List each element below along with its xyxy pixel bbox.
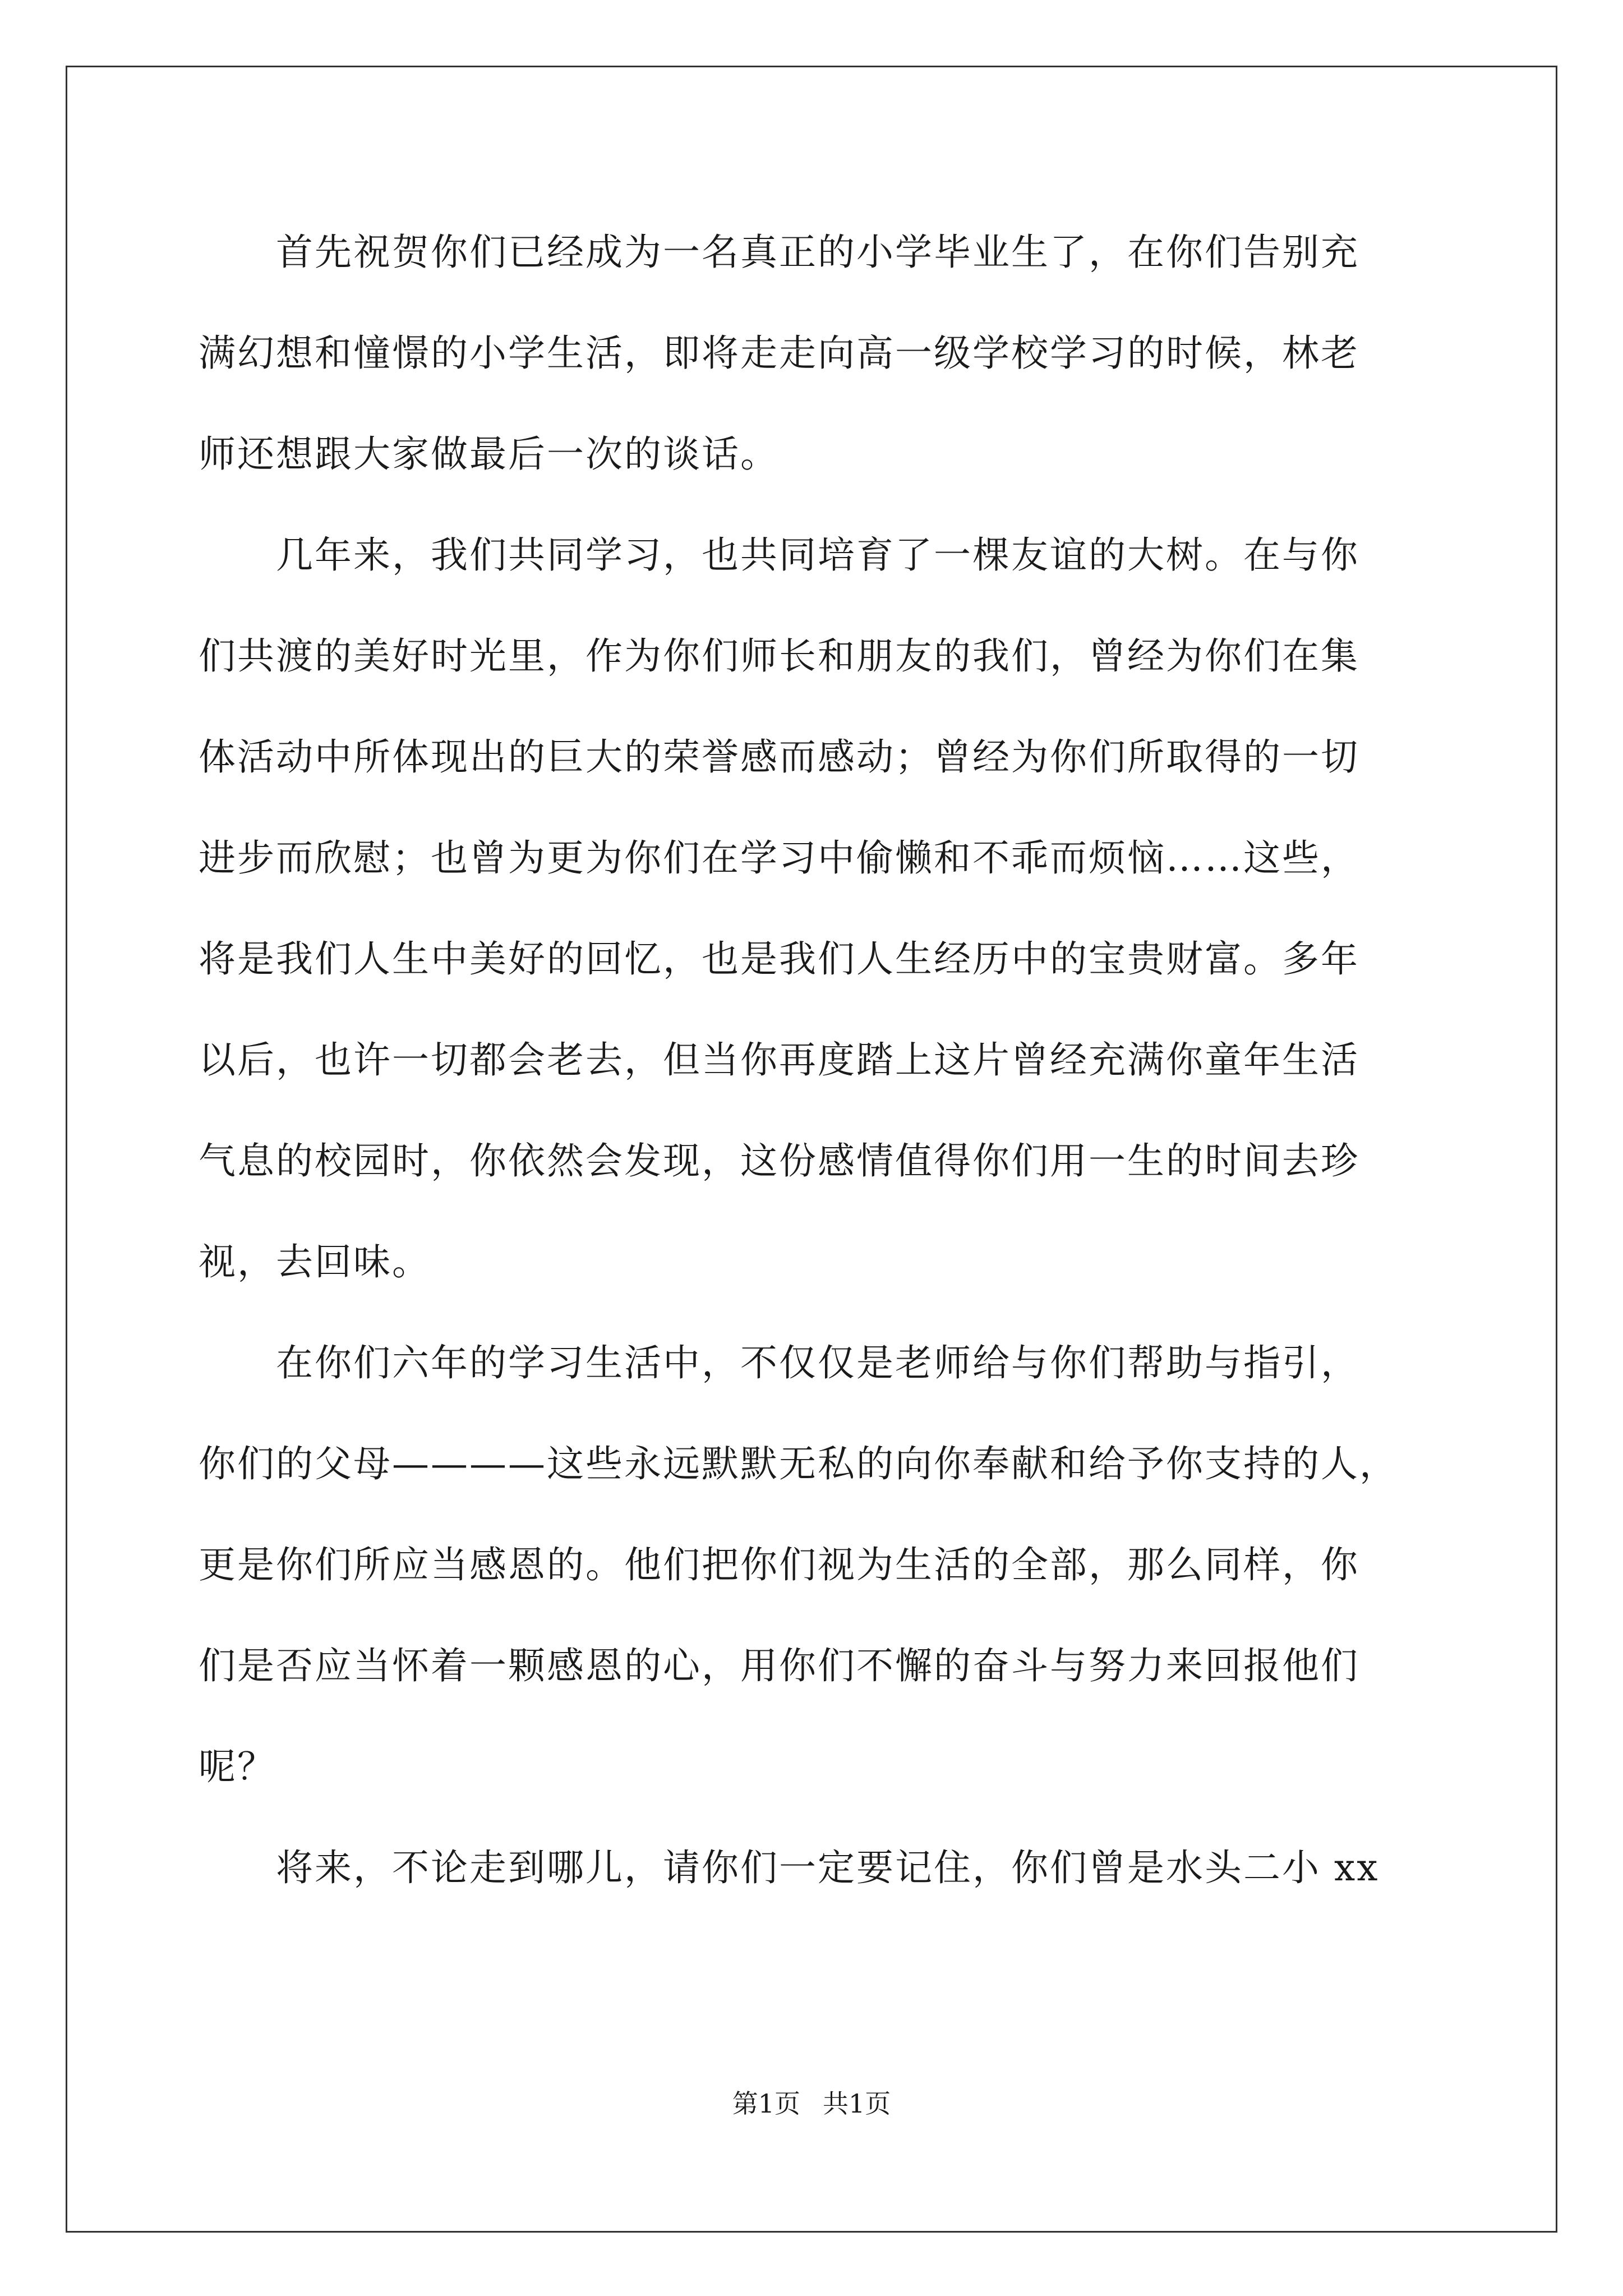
text-line: 体活动中所体现出的巨大的荣誉感而感动；曾经为你们所取得的一切 <box>199 735 1359 779</box>
text-line: 们共渡的美好时光里，作为你们师长和朋友的我们，曾经为你们在集 <box>199 634 1359 678</box>
text-line: 你们的父母————这些永远默默无私的向你奉献和给予你支持的人， <box>199 1442 1398 1485</box>
text-line: 将是我们人生中美好的回忆，也是我们人生经历中的宝贵财富。多年 <box>199 937 1359 981</box>
text-line: 满幻想和憧憬的小学生活，即将走走向高一级学校学习的时候，林老 <box>199 332 1359 375</box>
text-line: 呢？ <box>199 1745 276 1788</box>
text-line: 首先祝贺你们已经成为一名真正的小学毕业生了，在你们告别充 <box>199 231 1359 274</box>
text-line: 们是否应当怀着一颗感恩的心，用你们不懈的奋斗与努力来回报他们 <box>199 1644 1359 1687</box>
text-line: 在你们六年的学习生活中，不仅仅是老师给与你们帮助与指引， <box>199 1341 1359 1384</box>
text-line: 师还想跟大家做最后一次的谈话。 <box>199 432 779 476</box>
text-line: 气息的校园时，你依然会发现，这份感情值得你们用一生的时间去珍 <box>199 1139 1359 1182</box>
page-number: 第1页 <box>732 2088 800 2119</box>
page-total: 共1页 <box>823 2088 891 2119</box>
text-line: 以后，也许一切都会老去，但当你再度踏上这片曾经充满你童年生活 <box>199 1038 1359 1082</box>
document-body <box>199 219 1432 1935</box>
text-line: 几年来，我们共同学习，也共同培育了一棵友谊的大树。在与你 <box>199 533 1359 577</box>
page-footer <box>0 2087 1623 2120</box>
text-line: 视，去回味。 <box>199 1240 431 1283</box>
text-line: 进步而欣慰；也曾为更为你们在学习中偷懒和不乖而烦恼……这些， <box>199 836 1359 880</box>
text-line: 将来，不论走到哪儿，请你们一定要记住，你们曾是水头二小 xx <box>199 1846 1380 1889</box>
text-line: 更是你们所应当感恩的。他们把你们视为生活的全部，那么同样，你 <box>199 1543 1359 1586</box>
